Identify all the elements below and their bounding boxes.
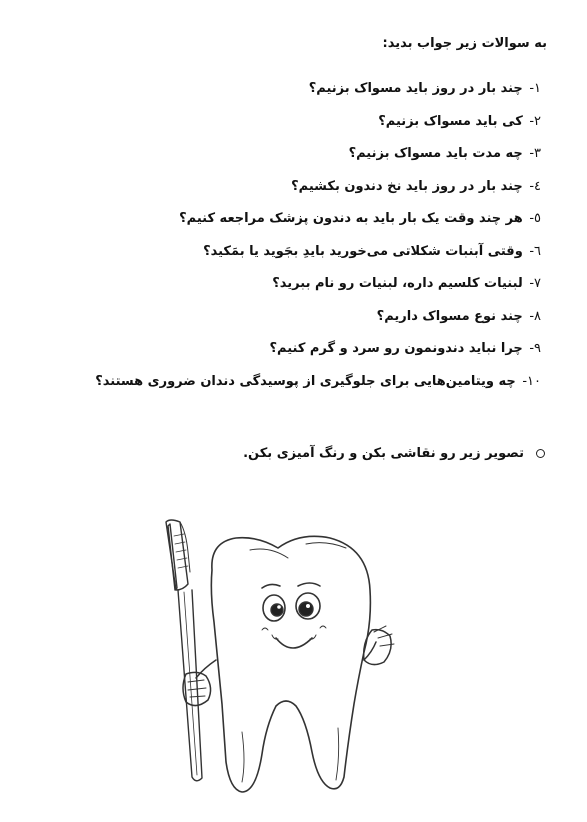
- question-number: ۳-: [529, 146, 541, 161]
- instruction-text: تصویر زیر رو نقاشی بکن و رنگ آمیزی بکن.: [243, 446, 524, 461]
- question-item: [95, 339, 541, 372]
- question-number: ۱۰-: [522, 373, 541, 389]
- question-number: ۹-: [529, 341, 541, 356]
- question-item: [95, 177, 541, 210]
- question-text: لبنیات کلسیم داره، لبنیات رو نام ببرید؟: [272, 276, 523, 291]
- question-list: [95, 79, 541, 404]
- question-text: وقتی آبنبات شکلاتی می‌خورید بایدِ بجَوید یا بمَکید؟: [203, 243, 523, 259]
- question-item: [95, 79, 541, 112]
- question-text: کی باید مسواک بزنیم؟: [378, 113, 523, 129]
- question-text: چه مدت باید مسواک بزنیم؟: [348, 146, 523, 161]
- circle-bullet-icon: [536, 449, 545, 458]
- worksheet-heading: به سوالات زیر جواب بدید:: [382, 36, 547, 51]
- toothbrush-icon: [166, 520, 202, 781]
- question-item: [95, 144, 541, 177]
- question-number: ٥-: [529, 211, 541, 226]
- drawing-instruction: [243, 446, 545, 461]
- question-number: ۸-: [529, 308, 541, 324]
- question-number: ٤-: [529, 178, 541, 194]
- question-item: [95, 112, 541, 145]
- question-text: چند نوع مسواک داریم؟: [376, 308, 523, 324]
- question-item: [95, 307, 541, 340]
- question-text: چرا نباید دندونمون رو سرد و گرم کنیم؟: [269, 341, 523, 356]
- question-item: [95, 209, 541, 242]
- question-number: ٦-: [529, 243, 541, 259]
- question-item: [95, 372, 541, 405]
- tooth-icon: [150, 492, 410, 802]
- eyes: [263, 593, 320, 621]
- question-number: ۷-: [529, 276, 541, 291]
- question-text: چه ویتامین‌هایی برای جلوگیری از پوسیدگی دندان ضروری هستند؟: [95, 373, 516, 389]
- question-item: [95, 242, 541, 275]
- question-number: ۲-: [529, 113, 541, 129]
- question-text: چند بار در روز باید مسواک بزنیم؟: [308, 81, 523, 96]
- question-item: [95, 274, 541, 307]
- question-text: چند بار در روز باید نخ دندون بکشیم؟: [291, 178, 523, 194]
- question-number: ۱-: [529, 81, 541, 96]
- question-text: هر چند وقت یک بار باید به دندون پزشک مراجعه کنیم؟: [179, 211, 523, 226]
